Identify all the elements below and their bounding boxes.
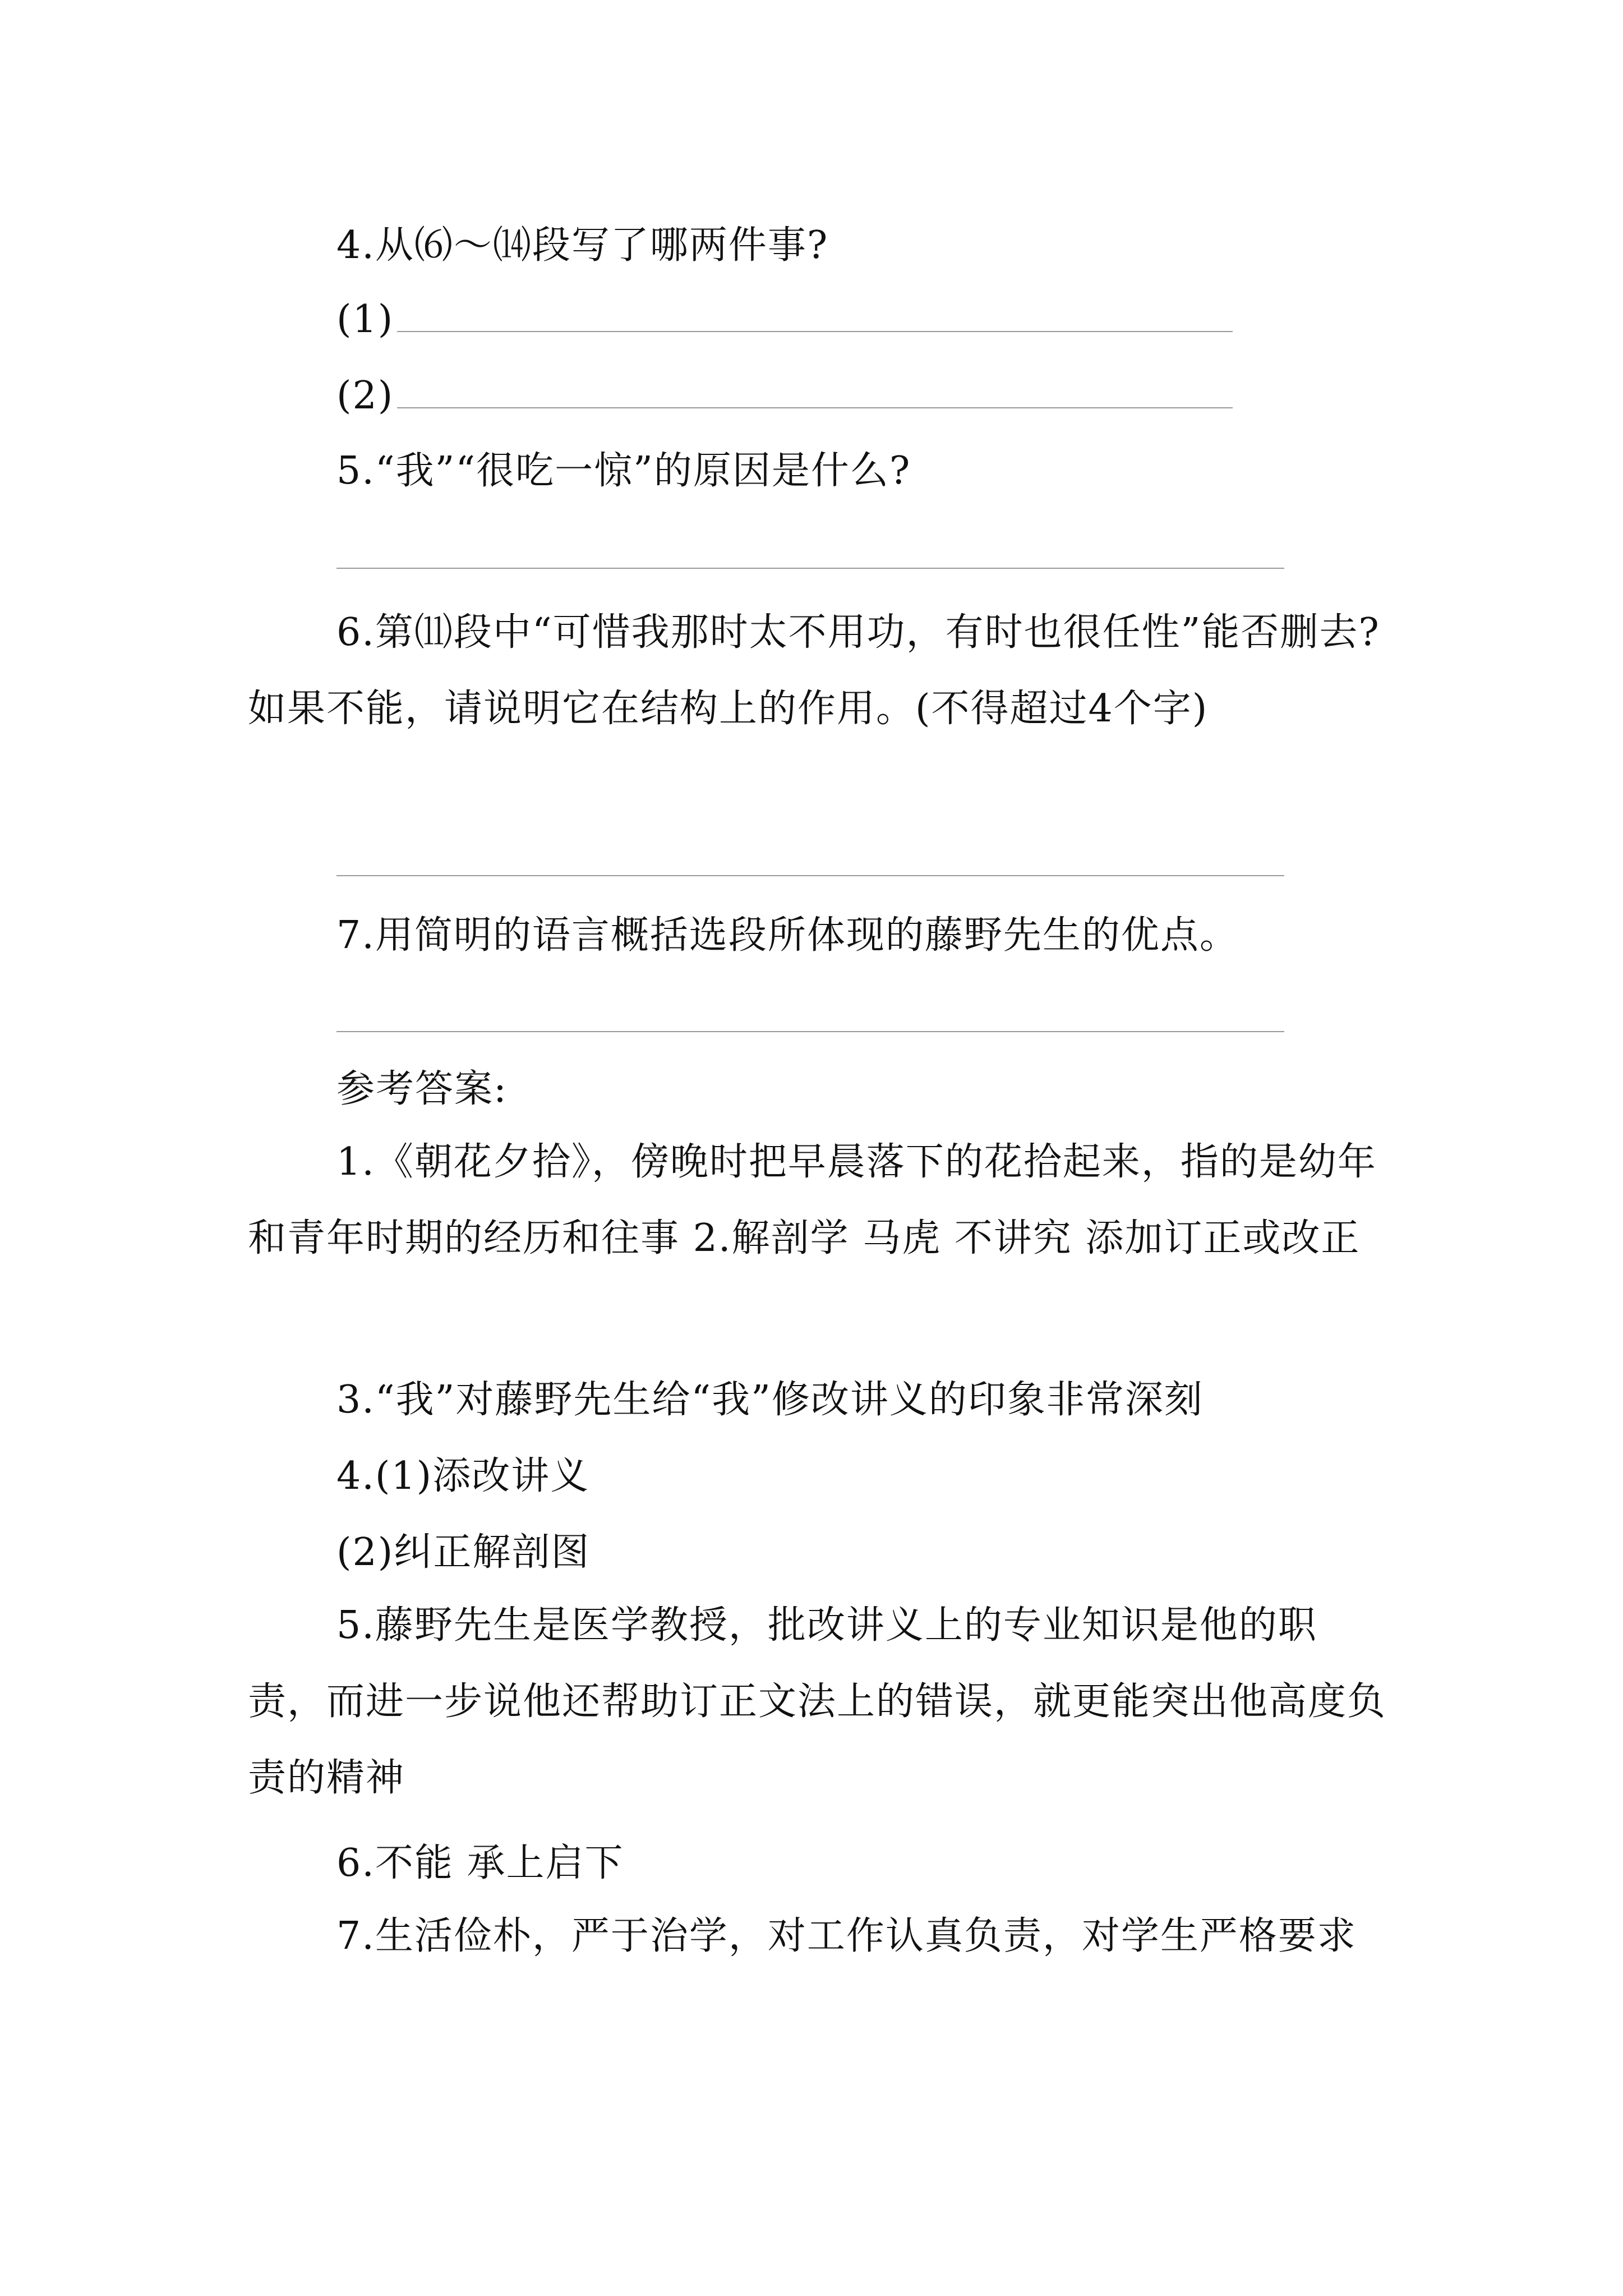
answer-line-q6[interactable] <box>336 875 1284 876</box>
answer-blank-line[interactable] <box>397 374 1233 408</box>
blank-label-1: (1) <box>336 297 394 342</box>
answer-3: 3.“我”对藤野先生给“我”修改讲义的印象非常深刻 <box>336 1378 1204 1422</box>
answer-6: 6.不能 承上启下 <box>336 1841 624 1885</box>
answer-blank-line[interactable] <box>397 297 1233 332</box>
question-5: 5.“我”“很吃一惊”的原因是什么? <box>336 449 911 493</box>
answers-heading: 参考答案: <box>336 1067 508 1111</box>
answer-5: 5.藤野先生是医学教授，批改讲义上的专业知识是他的职责，而进一步说他还帮助订正文法上的错误，就更能突出他高度负责的精神 <box>248 1603 1387 1800</box>
answer-line-q7[interactable] <box>336 1031 1284 1032</box>
question-7: 7.用简明的语言概括选段所体现的藤野先生的优点。 <box>336 913 1239 958</box>
answer-1-2: 1.《朝花夕拾》，傍晚时把早晨落下的花拾起来，指的是幼年和青年时期的经历和往事 2.解剖学 马虎 不讲究 添加订正或改正 <box>248 1140 1377 1260</box>
question-4-blank-1 <box>336 297 1233 342</box>
answer-line-q5[interactable] <box>336 568 1284 569</box>
answer-4-1: 4.(1)添改讲义 <box>336 1454 590 1498</box>
question-6: 6.第⑾段中“可惜我那时太不用功，有时也很任性”能否删去?如果不能，请说明它在结构上的作用。(不得超过4个字) <box>248 610 1380 731</box>
answer-7: 7.生活俭朴，严于治学，对工作认真负责，对学生严格要求 <box>336 1914 1357 1958</box>
question-4: 4.从⑹～⒁段写了哪两件事? <box>336 223 829 268</box>
blank-label-2: (2) <box>336 374 394 418</box>
answer-4-2: (2)纠正解剖图 <box>336 1530 591 1575</box>
question-4-blank-2 <box>336 374 1233 418</box>
